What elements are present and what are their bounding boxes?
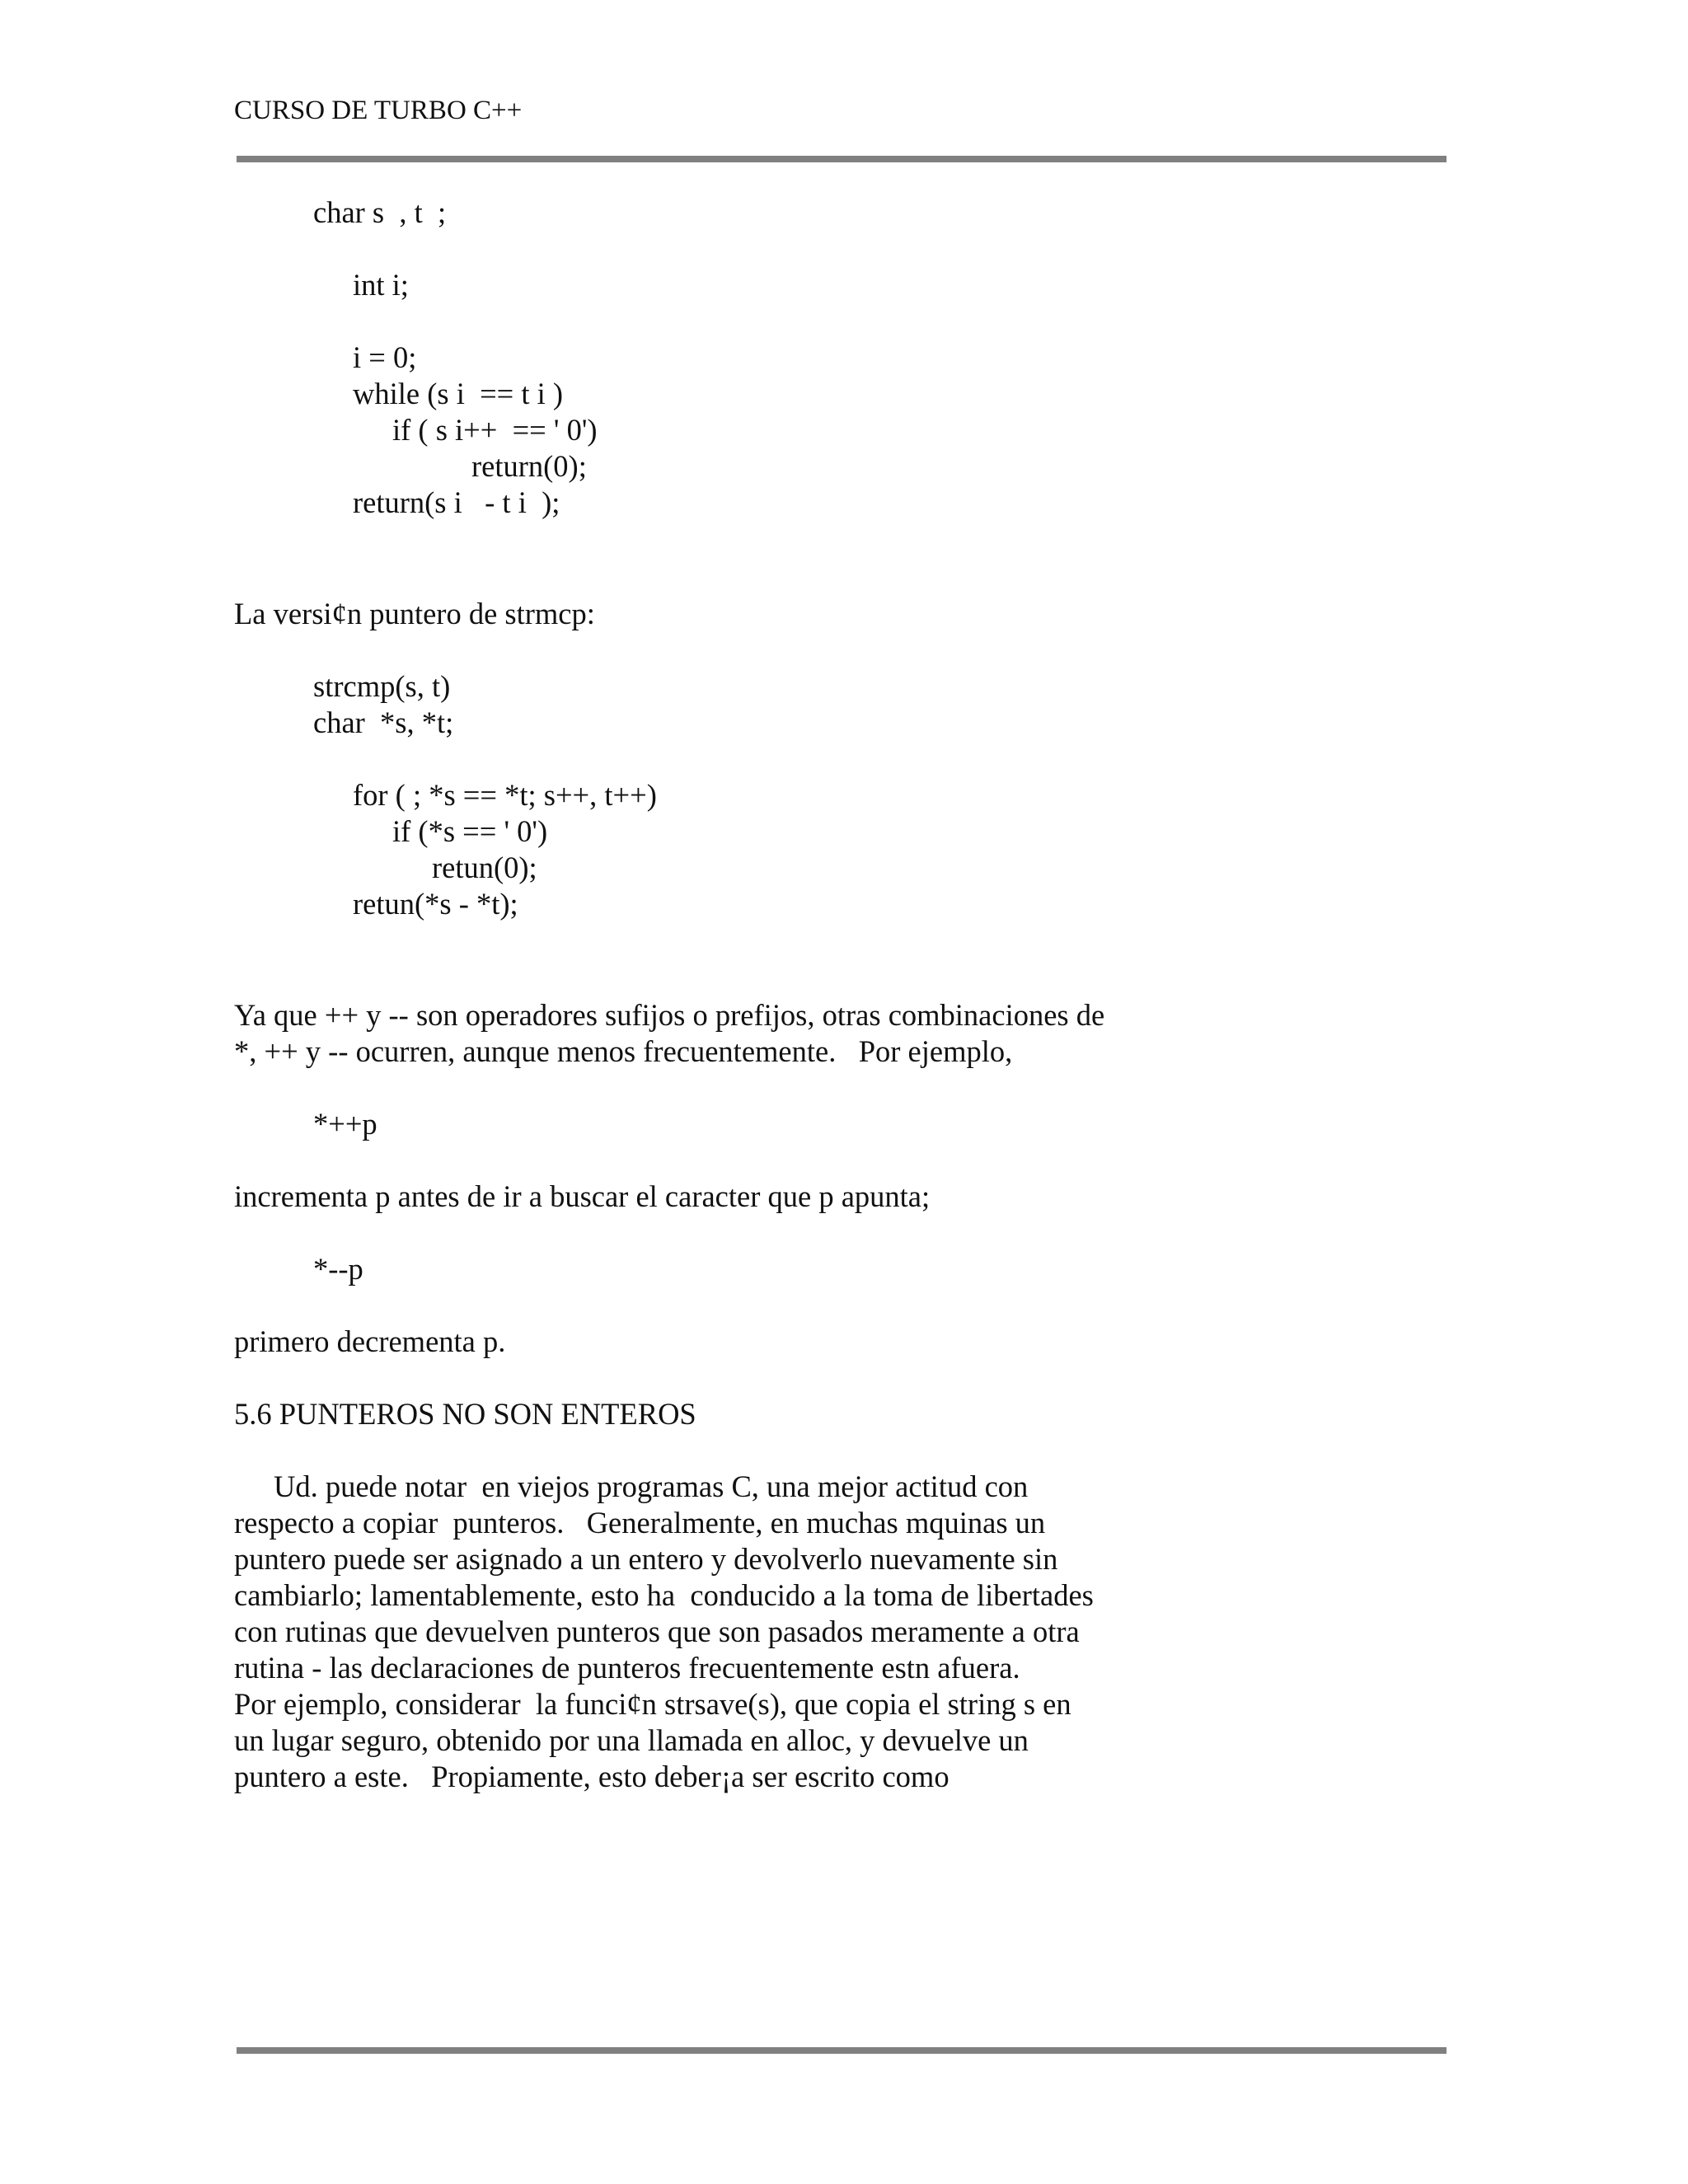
body-text: incrementa p antes de ir a buscar el caracter que p apunta;	[234, 1179, 931, 1213]
body-text: un lugar seguro, obtenido por una llamada en alloc, y devuelve un	[234, 1723, 1029, 1757]
body-text: puntero puede ser asignado a un entero y devolverlo nuevamente sin	[234, 1542, 1058, 1576]
code-line: i = 0;	[353, 340, 417, 374]
body-text: primero decrementa p.	[234, 1324, 506, 1358]
body-text: con rutinas que devuelven punteros que son pasados meramente a otra	[234, 1615, 1080, 1648]
code-line: for ( ; *s == *t; s++, t++)	[353, 778, 657, 812]
code-line: retun(0);	[432, 851, 537, 884]
body-text: Ya que ++ y -- son operadores sufijos o prefijos, otras combinaciones de	[234, 998, 1105, 1032]
code-line: retun(*s - *t);	[353, 887, 518, 921]
code-line: int i;	[353, 268, 409, 302]
code-line: char s , t ;	[313, 195, 447, 229]
code-line: strcmp(s, t)	[313, 669, 451, 703]
body-text: La versi¢n puntero de strmcp:	[234, 597, 595, 630]
code-line: *--p	[313, 1252, 363, 1286]
body-text: rutina - las declaraciones de punteros frecuentemente estn afuera.	[234, 1651, 1020, 1685]
running-header: CURSO DE TURBO C++	[234, 96, 523, 125]
code-line: return(s i - t i );	[353, 485, 560, 519]
header-rule	[237, 156, 1447, 162]
code-line: return(0);	[471, 449, 587, 483]
code-line: *++p	[313, 1107, 377, 1141]
body-text: Ud. puede notar en viejos programas C, una mejor actitud con	[274, 1469, 1029, 1503]
code-line: if ( s i++ == ' 0')	[392, 413, 598, 447]
body-text: puntero a este. Propiamente, esto deber¡a ser escrito como	[234, 1760, 950, 1793]
section-heading: 5.6 PUNTEROS NO SON ENTEROS	[234, 1397, 696, 1431]
body-text: *, ++ y -- ocurren, aunque menos frecuentemente. Por ejemplo,	[234, 1034, 1013, 1068]
body-text: respecto a copiar punteros. Generalmente, en muchas mquinas un	[234, 1506, 1046, 1540]
code-line: if (*s == ' 0')	[392, 814, 548, 848]
body-text: Por ejemplo, considerar la funci¢n strsave(s), que copia el string s en	[234, 1687, 1071, 1721]
footer-rule	[237, 2047, 1447, 2054]
code-line: while (s i == t i )	[353, 377, 564, 410]
code-line: char *s, *t;	[313, 705, 454, 739]
body-text: cambiarlo; lamentablemente, esto ha conducido a la toma de libertades	[234, 1578, 1094, 1612]
